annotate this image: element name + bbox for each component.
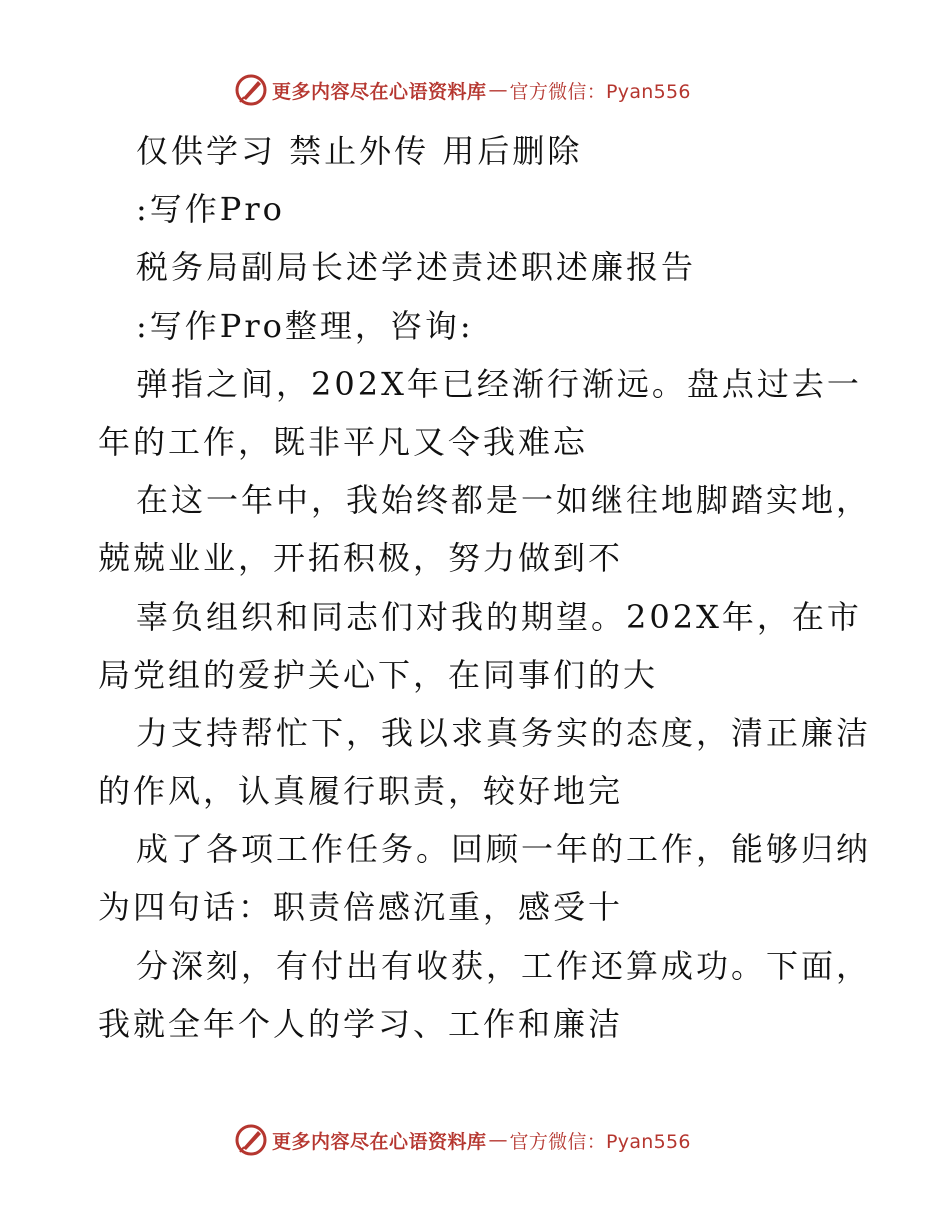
banner-brand-text: 更多内容尽在心语资料库 [272,80,487,103]
document-line: :写作Pro整理，咨询: [136,306,474,345]
document-line: 年的工作，既非平凡又令我难忘 [98,422,589,461]
document-line: 为四句话：职责倍感沉重，感受十 [98,888,624,927]
document-line: 力支持帮忙下，我以求真务实的态度，清正廉洁 [136,713,872,752]
document-line: :写作Pro [136,190,285,229]
banner-separator: — [488,1129,508,1151]
document-line: 的作风，认真履行职责，较好地完 [98,772,624,811]
document-line: 辜负组织和同志们对我的期望。202X年，在市 [136,597,862,636]
document-line: 兢兢业业，开拓积极，努力做到不 [98,539,624,578]
document-title: 税务局副局长述学述责述职述廉报告 [136,248,697,287]
header-banner [234,70,691,110]
document-line: 我就全年个人的学习、工作和廉洁 [98,1004,624,1043]
red-quill-logo-icon [234,1123,268,1157]
document-line: 局党组的爱护关心下，在同事们的大 [98,655,659,694]
document-line: 成了各项工作任务。回顾一年的工作，能够归纳 [136,830,872,869]
banner-separator: — [488,79,508,101]
banner-brand-text: 更多内容尽在心语资料库 [272,1130,487,1153]
footer-banner [234,1120,691,1160]
red-quill-logo-icon [234,73,268,107]
banner-account-text: 官方微信：Pyan556 [509,80,691,103]
document-line: 在这一年中，我始终都是一如继往地脚踏实地， [136,481,872,520]
banner-account-text: 官方微信：Pyan556 [509,1130,691,1153]
document-line: 弹指之间，202X年已经渐行渐远。盘点过去一 [136,364,862,403]
document-line: 仅供学习 禁止外传 用后删除 [136,132,583,170]
document-body [98,122,872,1053]
document-line: 分深刻，有付出有收获，工作还算成功。下面， [136,946,872,985]
